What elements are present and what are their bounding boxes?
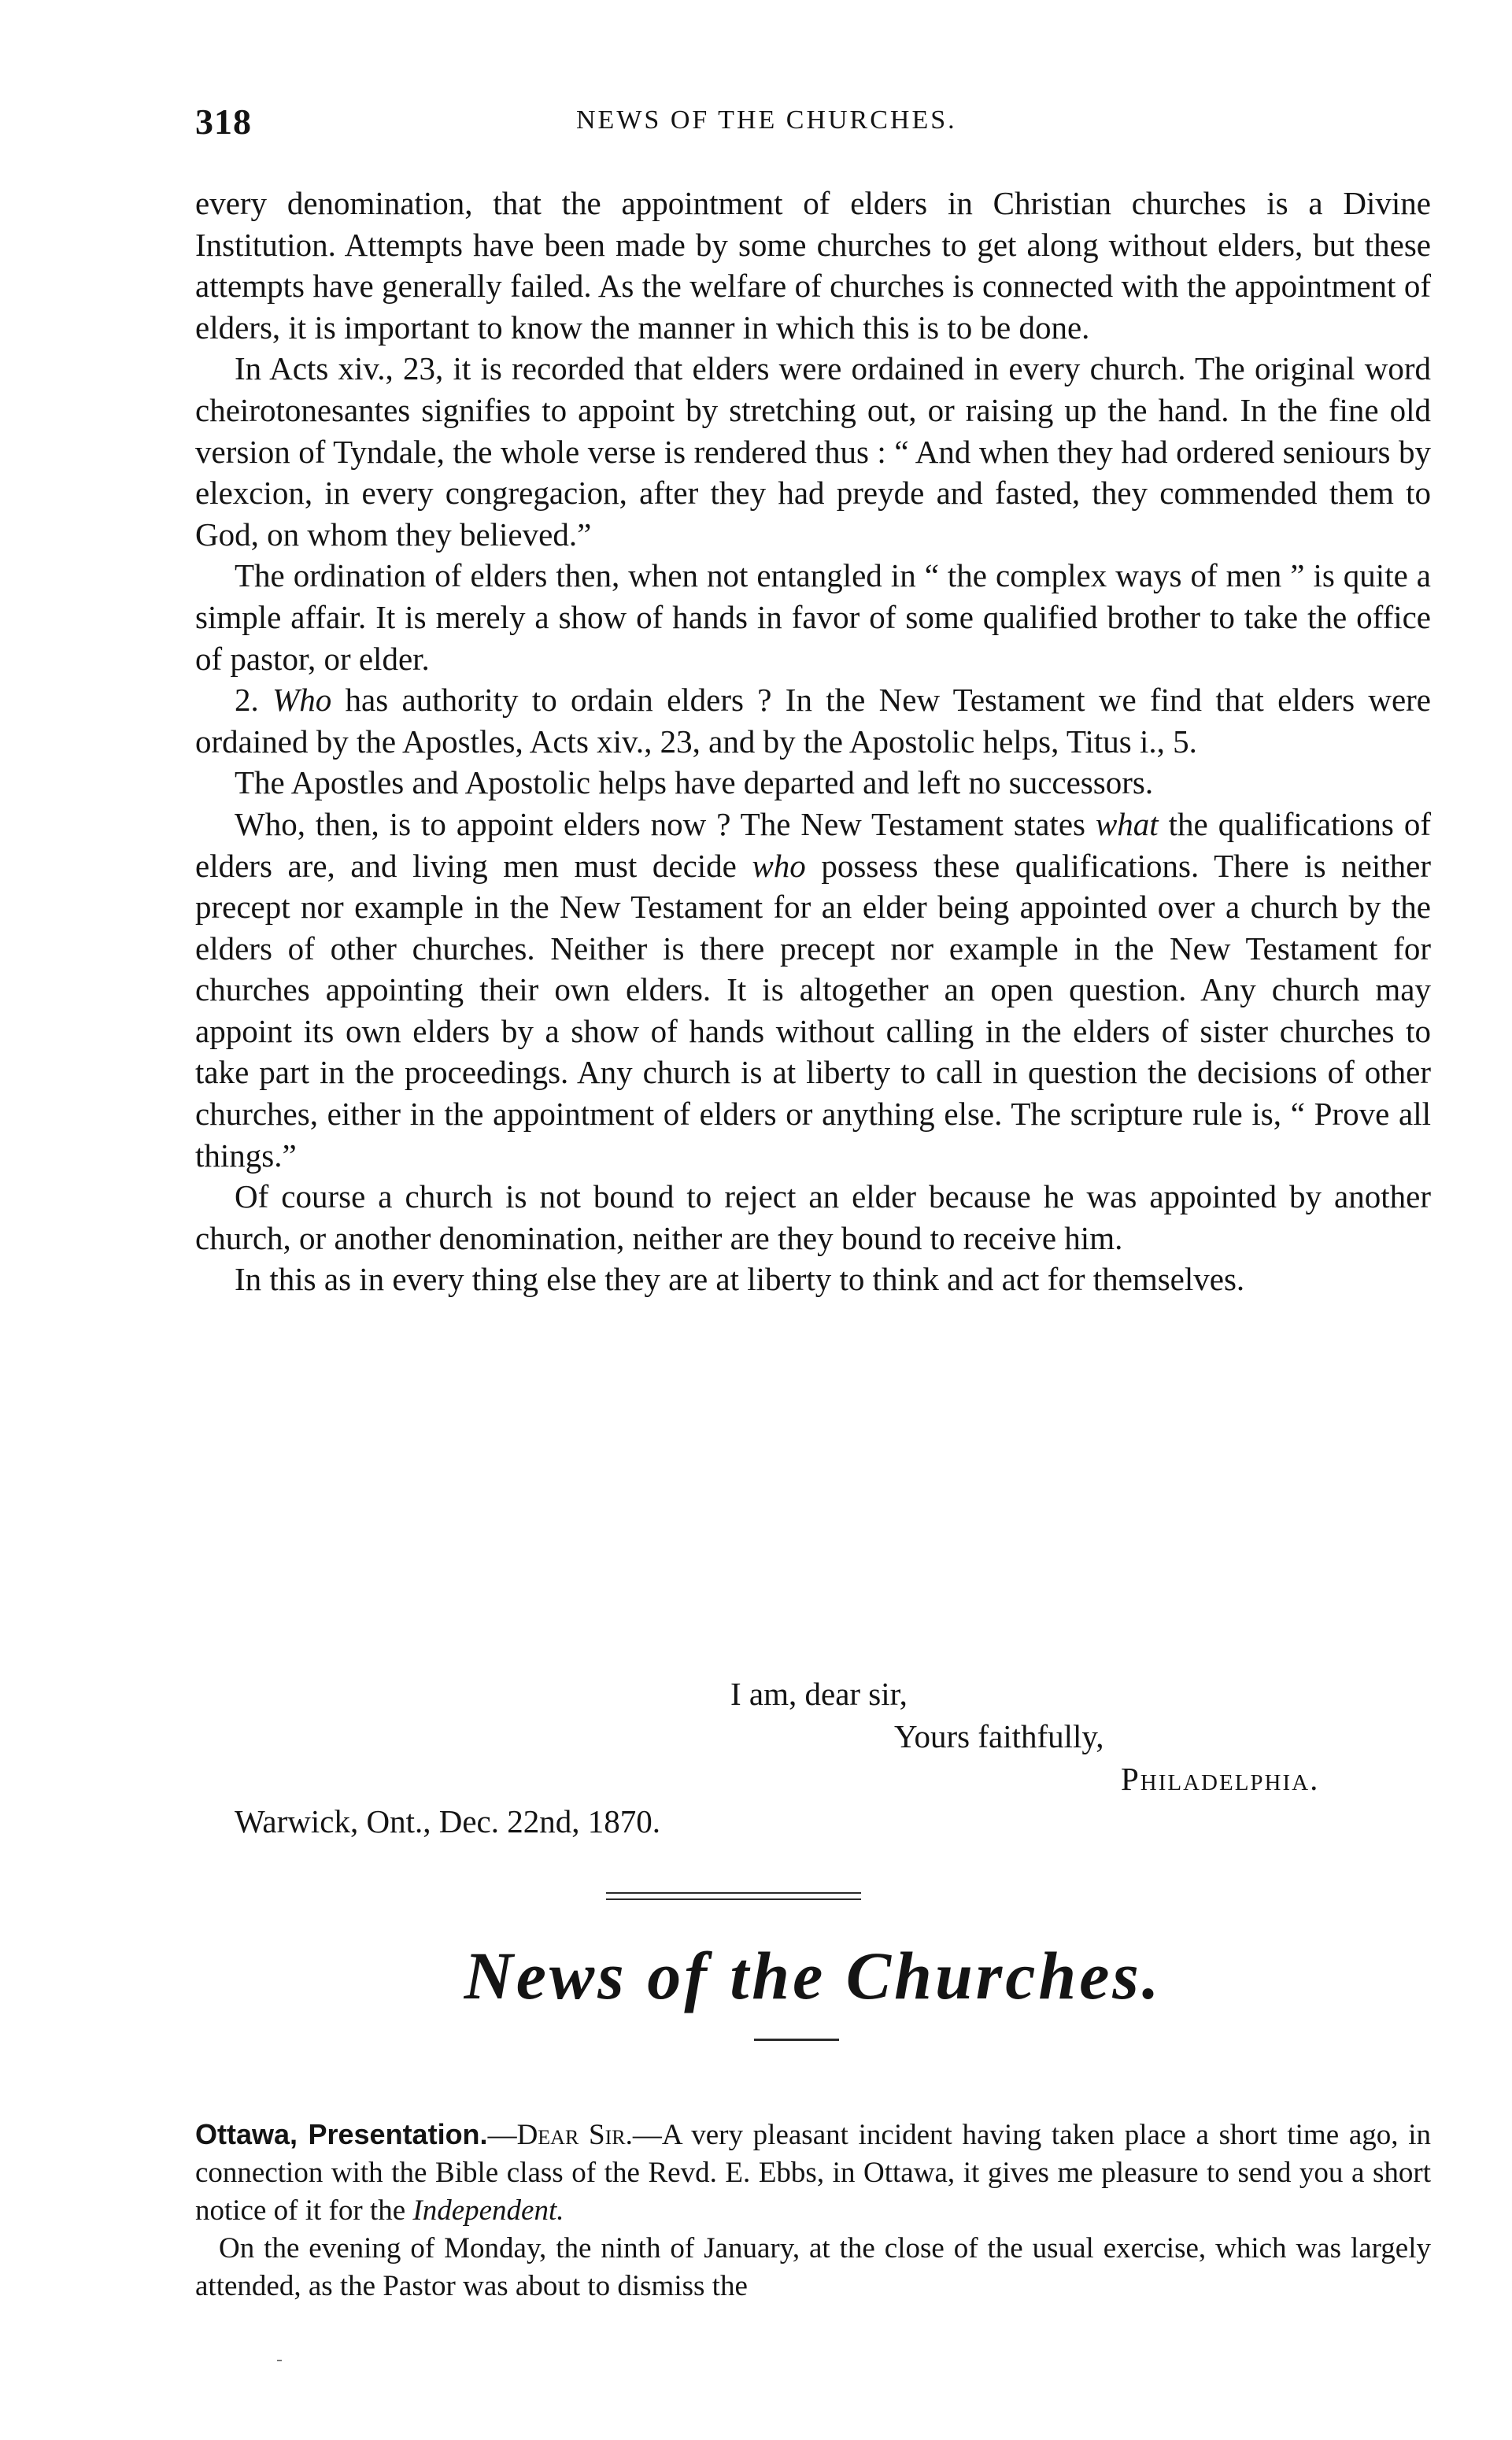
news-body — [195, 2116, 1431, 2305]
paragraph-6-part-3: possess these qualifications. There is neither precept nor example in the New Testament for an elder being appointed over a church by the elders of other churches. Neither is there precept nor example in the New Testament for churches appointing their own elders. It is altogether an open question. Any church may appoint its own elders by a show of hands without calling in the elders of sister churches to take part in the proceedings. Any church is at liberty to call in question the decisions of other churches, either in the appointment of elders or anything else. The scripture rule is, “ Prove all things.” — [195, 847, 1431, 1174]
paragraph-4-text: has authority to ordain elders ? In the New Testament we find that elders were ordained by the Apostles, Acts xiv., 23, and by the Apostolic helps, Titus i., 5. — [195, 682, 1432, 760]
place-and-date: Warwick, Ont., Dec. 22nd, 1870. — [235, 1803, 660, 1839]
paragraph-3: The ordination of elders then, when not entangled in “ the complex ways of men ” is quite a simple affair. It is merely a show of hands in favor of some qualified brother to take the office of pastor, or elder. — [195, 557, 1431, 677]
question-number: 2. — [235, 682, 259, 719]
paragraph-6-part-2: the qualifications of elders are, and living men must decide — [195, 805, 1431, 884]
news-item-ottawa — [195, 2116, 1431, 2230]
paragraph-2: In Acts xiv., 23, it is recorded that elders were ordained in every church. The original word cheirotonesantes signifies to appoint by stretching out, or raising up the hand. In the fine old version of Tyndale, the whole verse is rendered thus : “ And when they had ordered seniours by elexcion, in every congregacion, after they had preyde and fasted, they commended them to God, on whom they believed.” — [195, 350, 1431, 553]
paragraph-5: The Apostles and Apostolic helps have departed and left no successors. — [235, 764, 1154, 801]
paragraph-6 — [195, 804, 1431, 1176]
italic-who: Who — [272, 682, 332, 719]
running-title: NEWS OF THE CHURCHES. — [576, 105, 957, 135]
signature: Philadelphia. — [1121, 1761, 1320, 1797]
italic-what: what — [1095, 805, 1159, 842]
news-item-text: —A very pleasant incident having taken place a short time ago, in connection with the Bible class of the Revd. E. Ebbs, in Ottawa, it gives me pleasure to send you a short notice of it for the — [195, 2119, 1431, 2227]
news-item-heading: Ottawa, Presentation. — [195, 2118, 488, 2150]
section-title: News of the Churches. — [464, 1938, 1163, 2013]
section-divider-top — [606, 1892, 861, 1894]
salutation: —Dear Sir. — [487, 2119, 633, 2151]
paragraph-6-part-1: Who, then, is to appoint elders now ? The New Testament states — [235, 805, 1096, 842]
closing-salutation: I am, dear sir, — [730, 1676, 908, 1712]
closing-valediction: Yours faithfully, — [894, 1718, 1104, 1754]
paragraph-8: In this as in every thing else they are at liberty to think and act for themselves. — [235, 1261, 1245, 1298]
paragraph-4 — [195, 679, 1431, 762]
page-header — [195, 101, 1431, 148]
news-item-paragraph-2: On the evening of Monday, the ninth of January, at the close of the usual exercise, which was largely attended, as the Pastor was about to dismiss the — [195, 2232, 1431, 2302]
paragraph-1: every denomination, that the appointment of elders in Christian churches is a Divine Institution. Attempts have been made by some churches to get along without elders, but these attempts have generally failed. As the welfare of churches is connected with the appointment of elders, it is important to know the manner in which this is to be done. — [195, 185, 1431, 346]
section-divider-bottom — [606, 1898, 861, 1900]
letter-body — [195, 183, 1431, 1300]
page-number: 318 — [195, 102, 252, 142]
italic-independent: Independent. — [412, 2194, 564, 2227]
paragraph-7: Of course a church is not bound to reject an elder because he was appointed by another church, or another denomination, neither are they bound to receive him. — [195, 1178, 1431, 1256]
print-speck — [277, 2360, 282, 2361]
italic-who-2: who — [752, 847, 806, 884]
title-underline — [754, 2039, 839, 2041]
